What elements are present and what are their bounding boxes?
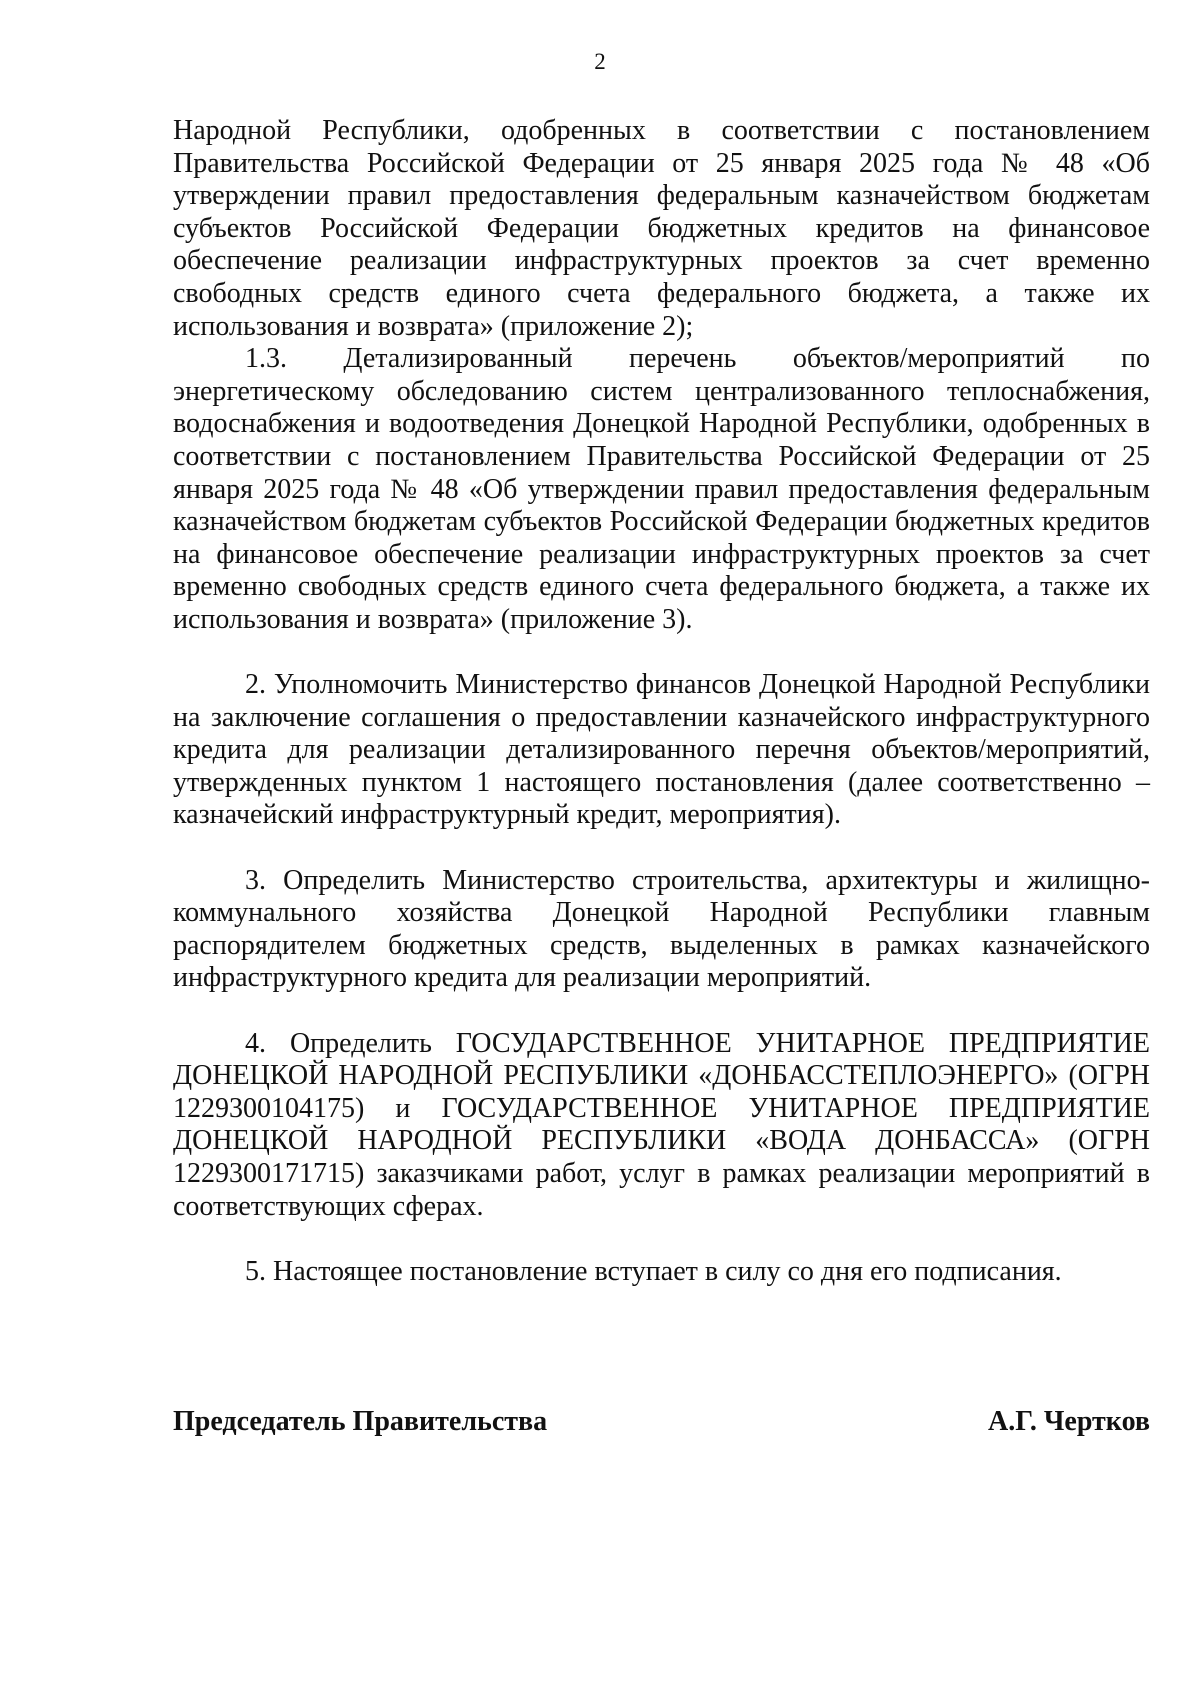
signatory-name: А.Г. Чертков (988, 1406, 1150, 1437)
paragraph-2: 2. Уполномочить Министерство финансов Донецкой Народной Республики на заключение соглашения о предоставлении казначейского инфраструктурного кредита для реализации детализированного перечня объектов/мероприятий, утвержденных пунктом 1 настоящего постановления (далее соответственно – казначейский инфраструктурный кредит, мероприятия). (173, 669, 1150, 831)
paragraph-5: 5. Настоящее постановление вступает в силу со дня его подписания. (245, 1255, 1062, 1287)
paragraph-1-3: 1.3. Детализированный перечень объектов/мероприятий по энергетическому обследованию систем централизованного теплоснабжения, водоснабжения и водоотведения Донецкой Народной Республики, одобренных в соответствии с постановлением Правительства Российской Федерации от 25 января 2025 года № 48 «Об утверждении правил предоставления федеральным казначейством бюджетам субъектов Российской Федерации бюджетных кредитов на финансовое обеспечение реализации инфраструктурных проектов за счет временно свободных средств единого счета федерального бюджета, а также их использования и возврата» (приложение 3). (173, 343, 1150, 635)
paragraph-3: 3. Определить Министерство строительства, архитектуры и жилищно-коммунального хозяйства Донецкой Народной Республики главным распорядителем бюджетных средств, выделенных в рамках казначейского инфраструктурного кредита для реализации мероприятий. (173, 864, 1150, 994)
signature-block (173, 1405, 1150, 1439)
page-number: 2 (594, 49, 606, 74)
signatory-position: Председатель Правительства (173, 1406, 548, 1437)
paragraph-4: 4. Определить ГОСУДАРСТВЕННОЕ УНИТАРНОЕ ПРЕДПРИЯТИЕ ДОНЕЦКОЙ НАРОДНОЙ РЕСПУБЛИКИ «ДОНБАССТЕПЛОЭНЕРГО» (ОГРН 1229300104175) и ГОСУДАРСТВЕННОЕ УНИТАРНОЕ ПРЕДПРИЯТИЕ ДОНЕЦКОЙ НАРОДНОЙ РЕСПУБЛИКИ «ВОДА ДОНБАССА» (ОГРН 1229300171715) заказчиками работ, услуг в рамках реализации мероприятий в соответствующих сферах. (173, 1027, 1150, 1222)
paragraph-continuation: Народной Республики, одобренных в соответствии с постановлением Правительства Российской Федерации от 25 января 2025 года № 48 «Об утверждении правил предоставления федеральным казначейством бюджетам субъектов Российской Федерации бюджетных кредитов на финансовое обеспечение реализации инфраструктурных проектов за счет временно свободных средств единого счета федерального бюджета, а также их использования и возврата» (приложение 2); (173, 115, 1150, 342)
document-body (173, 115, 1150, 1288)
